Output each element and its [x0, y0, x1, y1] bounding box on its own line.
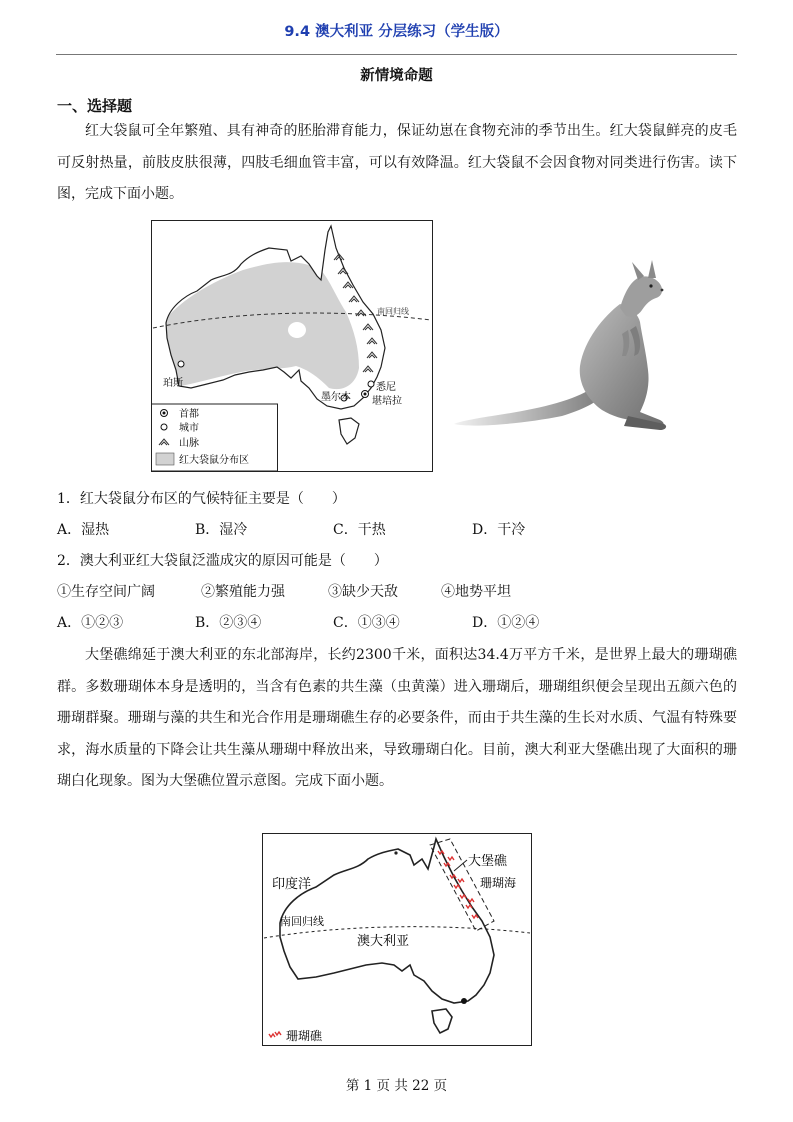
- legend-capital: 首都: [179, 409, 199, 420]
- map1-legend: [152, 404, 278, 471]
- section-title: 新情境命题: [360, 67, 433, 84]
- q1-stem: 1．红大袋鼠分布区的气候特征主要是（ ）: [57, 491, 346, 507]
- part-title: 一、选择题: [57, 97, 133, 115]
- map2-legend-reef: 珊瑚礁: [286, 1029, 323, 1043]
- great-barrier-reef-map: [262, 833, 532, 1046]
- passage-kangaroo: 红大袋鼠可全年繁殖、具有神奇的胚胎滞育能力，保证幼崽在食物充沛的季节出生。红大袋鼠鲜亮的皮毛可反射热量，前肢皮肤很薄，四肢毛细血管丰富，可以有效降温。红大袋鼠不会因食物对同类进行伤害。读下图，完成下面小题。: [57, 123, 737, 202]
- map2-reef-label: 大堡礁: [468, 854, 508, 869]
- kangaroo-image: [452, 260, 672, 435]
- q2-factor-4: ④地势平坦: [441, 584, 511, 600]
- map1-city-canberra: 堪培拉: [372, 396, 402, 407]
- page-footer: 第 1 页 共 22 页: [345, 1078, 448, 1094]
- q2-option-b[interactable]: B．②③④: [195, 615, 262, 631]
- map2-sea-label: 珊瑚海: [480, 876, 517, 890]
- map2-tropic-label: 南回归线: [280, 915, 324, 928]
- map1-city-sydney: 悉尼: [376, 382, 396, 393]
- q2-stem: 2．澳大利亚红大袋鼠泛滥成灾的原因可能是（ ）: [57, 553, 388, 569]
- map2-country-label: 澳大利亚: [357, 934, 410, 949]
- map1-tropic-label: 南回归线: [377, 307, 409, 316]
- q2-option-d[interactable]: D．①②④: [472, 615, 540, 631]
- q2-option-a[interactable]: A．①②③: [57, 615, 124, 631]
- q1-option-d[interactable]: D．干冷: [472, 522, 526, 538]
- passage-great-barrier-reef: 大堡礁绵延于澳大利亚的东北部海岸，长约2300千米，面积达34.4万平方千米，是世界上最大的珊瑚礁群。多数珊瑚体本身是透明的，当含有色素的共生藻（虫黄藻）进入珊瑚后，珊瑚组织便会呈现出五颜六色的珊瑚群聚。珊瑚与藻的共生和光合作用是珊瑚礁生存的必要条件，而由于共生藻的生长对水质、气温有特殊要求，海水质量的下降会让共生藻从珊瑚中释放出来，导致珊瑚白化。目前，澳大利亚大堡礁出现了大面积的珊瑚白化现象。图为大堡礁位置示意图。完成下面小题。: [57, 647, 737, 789]
- legend-city: 城市: [179, 423, 199, 434]
- legend-kangaroo-area: 红大袋鼠分布区: [179, 455, 249, 466]
- map1-city-melbourne: 墨尔本: [321, 392, 351, 403]
- page-header: [56, 20, 737, 55]
- map2-ocean-label: 印度洋: [272, 877, 312, 892]
- header-title: 9.4 澳大利亚 分层练习（学生版）: [284, 24, 509, 40]
- legend-mountain: 山脉: [179, 438, 199, 449]
- map1-city-perth: 珀斯: [163, 378, 183, 389]
- q2-factor-2: ②繁殖能力强: [201, 584, 285, 600]
- q1-option-a[interactable]: A．湿热: [57, 522, 110, 538]
- q1-option-c[interactable]: C．干热: [333, 522, 386, 538]
- q2-factor-1: ①生存空间广阔: [57, 584, 155, 600]
- kangaroo-distribution-map: [151, 220, 433, 472]
- q2-factor-3: ③缺少天敌: [328, 584, 398, 600]
- q1-option-b[interactable]: B．湿冷: [195, 522, 248, 538]
- q2-option-c[interactable]: C．①③④: [333, 615, 400, 631]
